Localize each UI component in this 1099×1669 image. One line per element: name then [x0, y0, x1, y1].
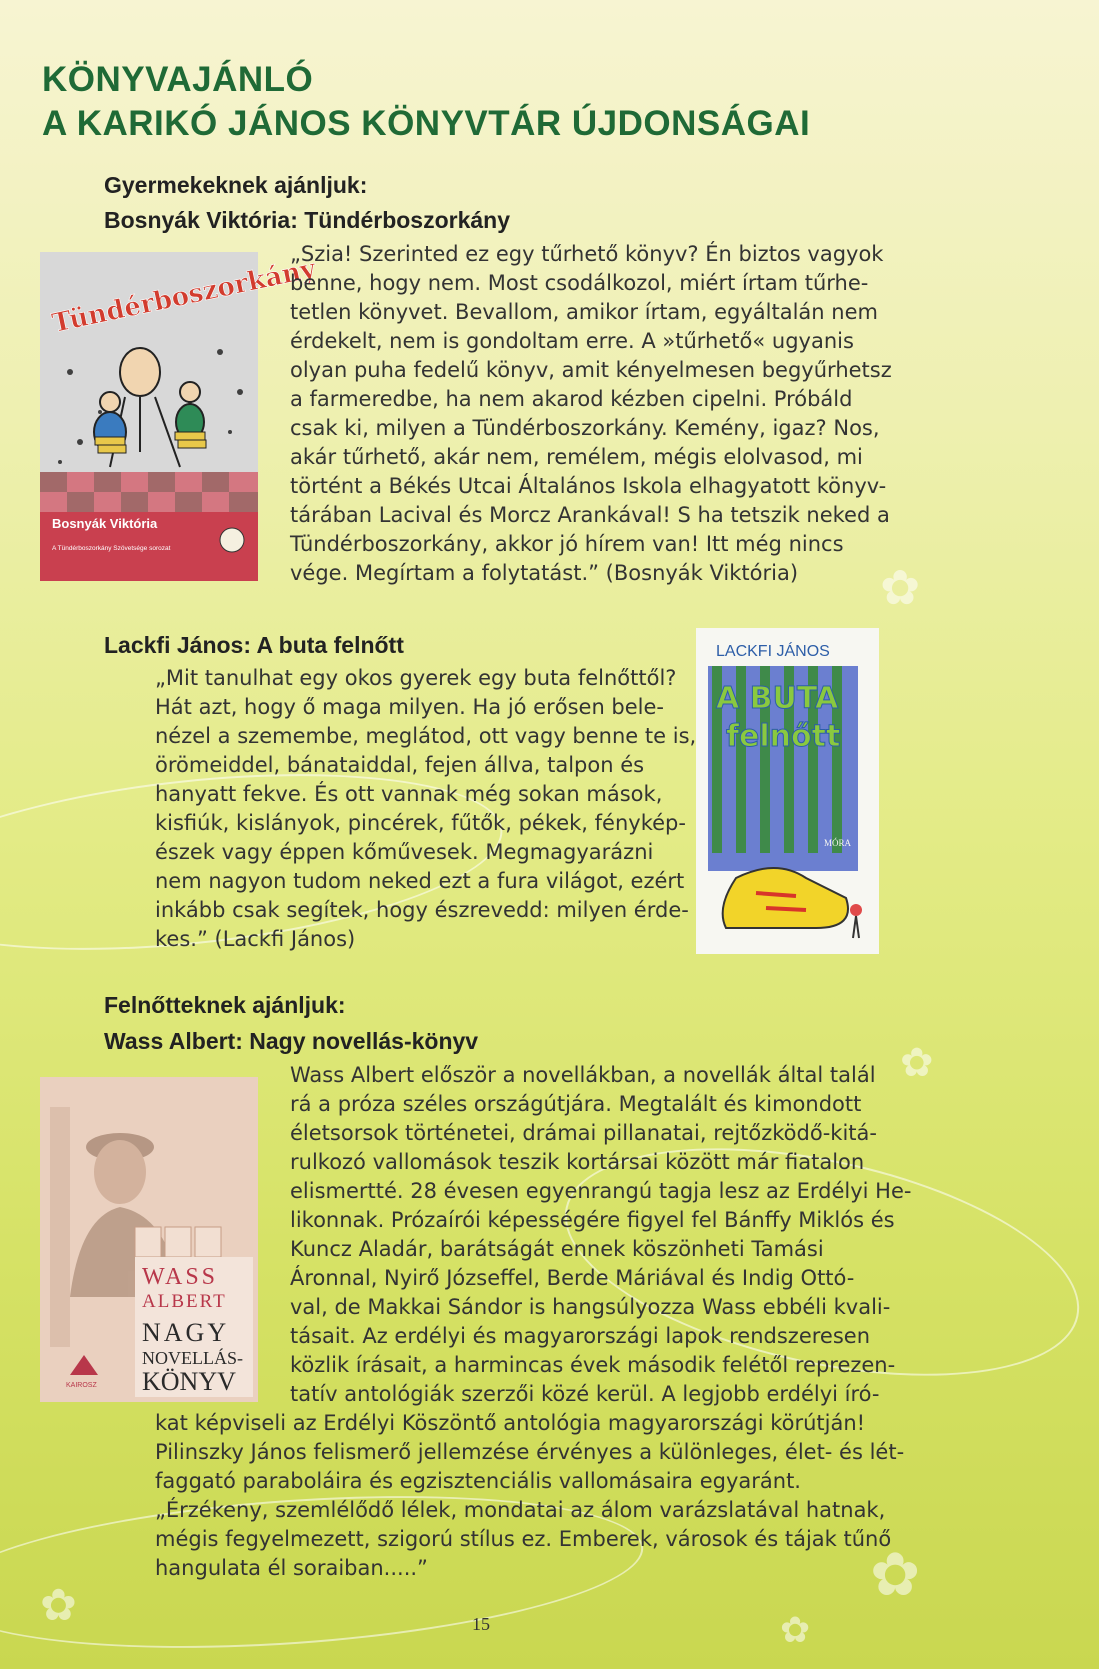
book1-text-line: csak ki, milyen a Tündérboszorkány. Kemény, igaz? Nos,: [290, 416, 880, 440]
book3-text-line: életsorsok történetei, drámai pillanatai, rejtőzködő-kitá-: [290, 1121, 877, 1145]
book3-cover: [40, 1077, 258, 1402]
background-flower-icon: ✿: [780, 1610, 811, 1651]
book3-text-line: val, de Makkai Sándor is hangsúlyozza Wass ebbéli kvali-: [290, 1295, 891, 1319]
book3-text-line: közlik írásait, a harmincas évek második felétől reprezen-: [290, 1353, 896, 1377]
page-heading: [42, 58, 810, 146]
book2-cover-title-line1: A BUTA: [716, 681, 839, 716]
book2-text-line: örömeiddel, bánataiddal, fejen állva, talpon és: [155, 753, 645, 777]
book3-description-continued: [155, 1409, 904, 1583]
book1-text-line: a farmeredbe, ha nem akarod kézben cipelni. Próbáld: [290, 387, 853, 411]
book2-cover-author: LACKFI JÁNOS: [716, 643, 830, 660]
book3-text-line: tatív antológiák szerzői közé kerül. A legjobb erdélyi író-: [290, 1382, 880, 1406]
book3-text-line: rulkozó vallomások teszik kortársai között már fiatalon: [290, 1150, 865, 1174]
page-number: 15: [472, 1614, 490, 1634]
book1-cover-title: Tündérboszorkány: [49, 253, 319, 340]
book2-cover-publisher: MÓRA: [824, 838, 852, 848]
book1-text-line: tárában Lacival és Morcz Arankával! S ha tetszik neked a: [290, 503, 890, 527]
book3-cover-title-line1: NAGY: [142, 1318, 230, 1347]
book3-text-line: kat képviseli az Erdélyi Köszöntő antológia magyarországi körútján!: [155, 1411, 866, 1435]
book1-cover-author: Bosnyák Viktória: [52, 516, 158, 531]
book2-text-line: hanyatt fekve. És ott vannak még sokan mások,: [155, 782, 663, 806]
book2-text-line: Hát azt, hogy ő maga milyen. Ha jó erősen bele-: [155, 695, 665, 719]
book3-text-line: Wass Albert először a novellákban, a novellák által talál: [290, 1063, 876, 1087]
book3-cover-art: [40, 1077, 258, 1402]
book2-description: [155, 664, 696, 954]
heading-line-1: KÖNYVAJÁNLÓ: [42, 60, 314, 99]
book1-description: [290, 240, 892, 588]
book2-text-line: kes.” (Lackfi János): [155, 927, 356, 951]
book2-text-line: nézel a szemembe, meglátod, ott vagy benne te is,: [155, 724, 697, 748]
adults-section-label: Felnőtteknek ajánljuk:: [104, 992, 346, 1018]
book2-title: Lackfi János: A buta felnőtt: [104, 632, 404, 658]
book1-text-line: olyan puha fedelű könyv, amit kényelmesen begyűrhetsz: [290, 358, 892, 382]
book3-cover-title-line3: KÖNYV: [142, 1367, 236, 1396]
book3-title: Wass Albert: Nagy novellás-könyv: [104, 1028, 479, 1054]
heading-line-2: A KARIKÓ JÁNOS KÖNYVTÁR ÚJDONSÁGAI: [42, 104, 811, 143]
background-flower-icon: ✿: [900, 1040, 934, 1086]
book3-text-line: likonnak. Prózaírói képességére figyel fel Bánffy Miklós és: [290, 1208, 895, 1232]
book3-text-line: elismertté. 28 évesen egyenrangú tagja lesz az Erdélyi He-: [290, 1179, 912, 1203]
book3-text-line: „Érzékeny, szemlélődő lélek, mondatai az álom varázslatával hatnak,: [155, 1498, 886, 1522]
book3-cover-author-line1: WASS: [142, 1264, 219, 1290]
book3-text-line: Pilinszky János felismerő jellemzése érvényes a különleges, élet- és lét-: [155, 1440, 905, 1464]
children-section-label: Gyermekeknek ajánljuk:: [104, 172, 368, 198]
book3-cover-author-line2: ALBERT: [142, 1291, 227, 1312]
book1-cover: [40, 252, 319, 581]
book3-text-line: hangulata él soraiban.....”: [155, 1556, 428, 1580]
book2-text-line: „Mit tanulhat egy okos gyerek egy buta felnőttől?: [155, 666, 677, 690]
book2-text-line: inkább csak segítek, hogy észrevedd: milyen érde-: [155, 898, 689, 922]
background-flower-icon: ✿: [40, 1580, 77, 1631]
book1-text-line: Tündérboszorkány, akkor jó hírem van! Itt még nincs: [290, 532, 844, 556]
book3-text-line: Kuncz Aladár, barátságát ennek köszönheti Tamási: [290, 1237, 824, 1261]
background-flower-icon: ✿: [880, 560, 921, 616]
book2-text-line: kisfiúk, kislányok, pincérek, fűtők, pékek, fénykép-: [155, 811, 686, 835]
book1-text-line: akár tűrhető, akár nem, remélem, mégis elolvasod, mi: [290, 445, 863, 469]
book1-cover-publisher-logo: [220, 528, 244, 552]
book2-text-line: nem nagyon tudom neked ezt a fura világot, ezért: [155, 869, 685, 893]
book3-text-line: Áronnal, Nyirő Józseffel, Berde Máriával és Indig Ottó-: [290, 1266, 855, 1290]
background-flower-icon: ✿: [870, 1540, 921, 1610]
book1-text-line: vége. Megírtam a folytatást.” (Bosnyák Viktória): [290, 561, 799, 585]
book1-title: Bosnyák Viktória: Tündérboszorkány: [104, 207, 511, 233]
book3-cover-publisher: KAIROSZ: [66, 1382, 97, 1389]
book3-description: [290, 1061, 911, 1409]
book2-text-line: észek vagy éppen kőművesek. Megmagyarázni: [155, 840, 654, 864]
book3-text-line: faggató paraboláira és egzisztenciális vallomásaira egyaránt.: [155, 1469, 801, 1493]
book1-text-line: „Szia! Szerinted ez egy tűrhető könyv? Én biztos vagyok: [290, 242, 884, 266]
book1-cover-art: [40, 252, 319, 581]
book2-cover-art: [696, 628, 879, 954]
book1-text-line: tetlen könyvet. Bevallom, amikor írtam, egyáltalán nem: [290, 300, 878, 324]
book3-cover-title-line2: NOVELLÁS-: [142, 1348, 243, 1368]
book1-text-line: benne, hogy nem. Most csodálkozol, miért írtam tűrhe-: [290, 271, 869, 295]
book2-cover: [696, 628, 879, 954]
book1-text-line: érdekelt, nem is gondoltam erre. A »tűrhető« ugyanis: [290, 329, 854, 353]
book3-text-line: rá a próza széles országútjára. Megtalált és kimondott: [290, 1092, 862, 1116]
book1-cover-series: A Tündérboszorkány Szövetsége sorozat: [52, 545, 171, 552]
book3-text-line: mégis fegyelmezett, szigorú stílus ez. Emberek, városok és tájak tűnő: [155, 1527, 892, 1551]
book3-text-line: tásait. Az erdélyi és magyarországi lapok rendszeresen: [290, 1324, 871, 1348]
book1-text-line: történt a Békés Utcai Általános Iskola elhagyatott könyv-: [290, 474, 887, 498]
book2-cover-title-line2: felnőtt: [726, 719, 841, 754]
